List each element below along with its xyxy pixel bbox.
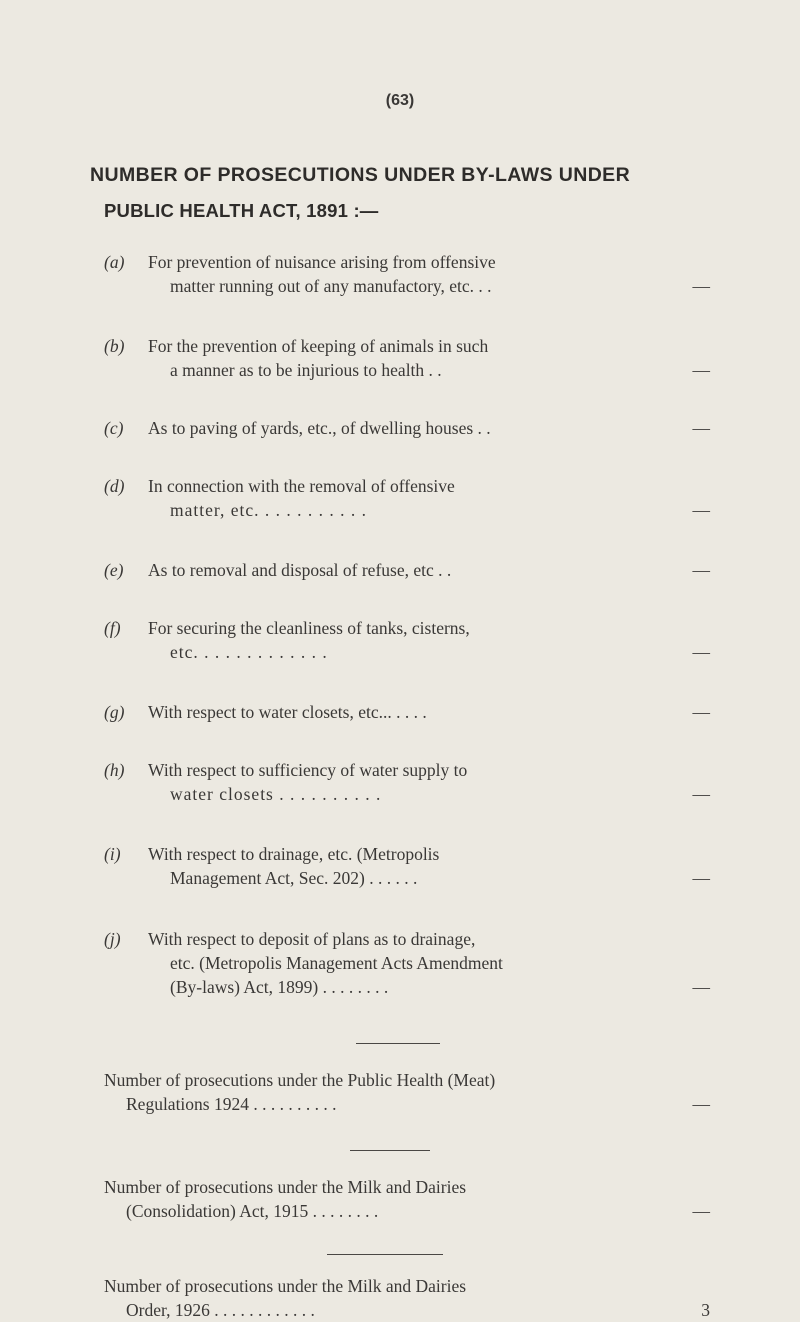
section-title (90, 158, 730, 228)
item-count: — (692, 977, 710, 997)
item-text-line: etc. . . . . . . . . . . . . (170, 642, 328, 662)
bylaw-item-h (104, 758, 710, 806)
item-text-line: As to removal and disposal of refuse, etc . . (148, 560, 452, 580)
page-number: (63) (385, 92, 415, 109)
item-count: — (692, 360, 710, 380)
bylaw-item-g (104, 700, 710, 724)
item-text-line: matter, etc. . . . . . . . . . . (170, 500, 368, 520)
title-line-1: NUMBER OF PROSECUTIONS UNDER BY-LAWS UNDER (90, 164, 631, 186)
item-text-line: With respect to sufficiency of water supply to (148, 760, 468, 780)
bylaw-item-c (104, 416, 710, 440)
entry-text-line: Number of prosecutions under the Public Health (Meat) (104, 1070, 496, 1090)
item-text-line: For the prevention of keeping of animals in such (148, 336, 489, 356)
entry-count: — (692, 1094, 710, 1114)
item-text-line: a manner as to be injurious to health . . (170, 360, 442, 380)
bylaw-item-d (104, 474, 710, 522)
bylaw-item-f (104, 616, 710, 664)
item-text-line: etc. (Metropolis Management Acts Amendment (170, 953, 503, 973)
item-text-line: As to paving of yards, etc., of dwelling houses . . (148, 418, 491, 438)
item-count: — (692, 418, 710, 438)
item-text-line: Management Act, Sec. 202) . . . . . . (170, 868, 418, 888)
item-text-line: water closets . . . . . . . . . . (170, 784, 382, 804)
entry-text-line: (Consolidation) Act, 1915 . . . . . . . . (126, 1201, 379, 1221)
entry-count: 3 (701, 1300, 710, 1320)
item-count: — (692, 702, 710, 722)
item-count: — (692, 784, 710, 804)
item-letter: (h) (104, 760, 125, 780)
item-letter: (j) (104, 929, 121, 949)
item-count: — (692, 642, 710, 662)
bylaw-item-a (104, 250, 710, 298)
divider (356, 1043, 440, 1044)
entry-count: — (692, 1201, 710, 1221)
bylaw-item-e (104, 558, 710, 582)
item-text-line: (By-laws) Act, 1899) . . . . . . . . (170, 977, 389, 997)
item-text-line: With respect to water closets, etc... . . . . (148, 702, 427, 722)
divider (327, 1254, 443, 1255)
item-text-line: For securing the cleanliness of tanks, cisterns, (148, 618, 470, 638)
item-letter: (b) (104, 336, 125, 356)
item-count: — (692, 276, 710, 296)
divider (350, 1150, 430, 1151)
item-text-line: With respect to drainage, etc. (Metropolis (148, 844, 440, 864)
item-letter: (d) (104, 476, 125, 496)
meat-regulations-entry (104, 1068, 710, 1116)
milk-dairies-act-entry (104, 1175, 710, 1223)
item-text-line: matter running out of any manufactory, etc. . . (170, 276, 492, 296)
item-letter: (g) (104, 702, 125, 722)
item-text-line: With respect to deposit of plans as to drainage, (148, 929, 476, 949)
entry-text-line: Number of prosecutions under the Milk and Dairies (104, 1177, 467, 1197)
bylaw-item-i (104, 842, 710, 890)
item-count: — (692, 500, 710, 520)
item-letter: (e) (104, 560, 124, 580)
item-letter: (i) (104, 844, 121, 864)
milk-dairies-order-entry (104, 1274, 710, 1322)
bylaw-item-j (104, 927, 710, 999)
item-letter: (a) (104, 252, 125, 272)
item-letter: (c) (104, 418, 124, 438)
item-count: — (692, 868, 710, 888)
item-count: — (692, 560, 710, 580)
item-text-line: For prevention of nuisance arising from offensive (148, 252, 496, 272)
bylaw-item-b (104, 334, 710, 382)
entry-text-line: Number of prosecutions under the Milk and Dairies (104, 1276, 467, 1296)
item-letter: (f) (104, 618, 121, 638)
item-text-line: In connection with the removal of offensive (148, 476, 455, 496)
entry-text-line: Order, 1926 . . . . . . . . . . . . (126, 1300, 315, 1320)
title-line-2: PUBLIC HEALTH ACT, 1891 :— (104, 200, 379, 221)
entry-text-line: Regulations 1924 . . . . . . . . . . (126, 1094, 337, 1114)
